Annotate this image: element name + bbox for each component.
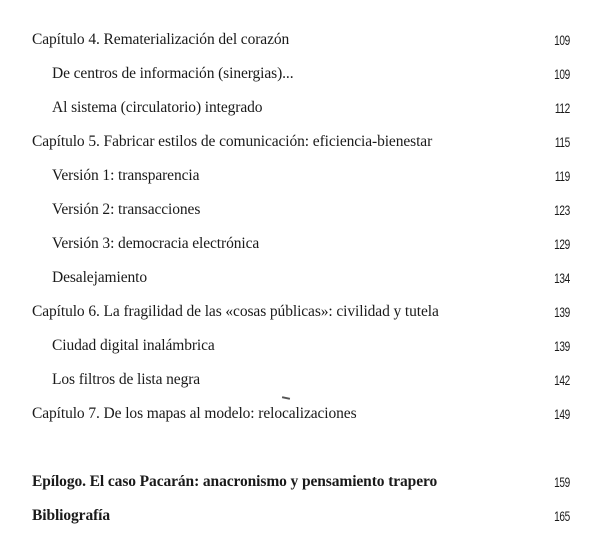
toc-entry-title: Versión 3: democracia electrónica	[52, 235, 260, 252]
toc-entry-page-number: 139	[554, 304, 570, 320]
toc-entry-epilogue	[0, 468, 600, 496]
toc-entry-title: Los filtros de lista negra	[52, 371, 201, 388]
toc-entry-title: Al sistema (circulatorio) integrado	[52, 99, 263, 116]
toc-entry-title: Capítulo 6. La fragilidad de las «cosas públicas»: civilidad y tutela	[32, 303, 439, 320]
toc-entry-bibliography	[0, 502, 600, 530]
toc-entry-page-number: 129	[554, 236, 570, 252]
toc-entry-title: Versión 2: transacciones	[52, 201, 201, 218]
toc-entry-title: Bibliografía	[32, 507, 111, 524]
toc-entry-page-number: 119	[555, 168, 570, 184]
toc-entry-section	[0, 264, 600, 292]
toc-entry-section	[0, 60, 600, 88]
toc-entry-page-number: 109	[554, 32, 570, 48]
toc-entry-title: Capítulo 4. Rematerialización del corazón	[32, 31, 290, 48]
toc-entry-section	[0, 366, 600, 394]
toc-entry-page-number: 142	[554, 372, 570, 388]
toc-entry-title: Capítulo 7. De los mapas al modelo: relocalizaciones	[32, 405, 357, 422]
toc-entry-section	[0, 162, 600, 190]
toc-entry-page-number: 159	[554, 474, 570, 490]
toc-entry-section	[0, 196, 600, 224]
toc-entry-title: Versión 1: transparencia	[52, 167, 200, 184]
toc-entry-title: De centros de información (sinergias)...	[52, 65, 294, 82]
toc-entry-title: Epílogo. El caso Pacarán: anacronismo y pensamiento trapero	[32, 473, 438, 490]
toc-entry-page-number: 165	[554, 508, 570, 524]
toc-entry-page-number: 112	[555, 100, 570, 116]
toc-entry-page-number: 109	[554, 66, 570, 82]
toc-entry-section	[0, 332, 600, 360]
toc-entry-chapter-5	[0, 128, 600, 156]
toc-entry-page-number: 134	[554, 270, 570, 286]
toc-entry-section	[0, 230, 600, 258]
toc-entry-chapter-6	[0, 298, 600, 326]
toc-entry-title: Capítulo 5. Fabricar estilos de comunicación: eficiencia-bienestar	[32, 133, 433, 150]
toc-entry-page-number: 139	[554, 338, 570, 354]
toc-entry-title: Desalejamiento	[52, 269, 148, 286]
toc-entry-page-number: 115	[555, 134, 570, 150]
toc-entry-chapter-4	[0, 26, 600, 54]
toc-entry-title: Ciudad digital inalámbrica	[52, 337, 215, 354]
toc-entry-section	[0, 94, 600, 122]
toc-entry-page-number: 123	[554, 202, 570, 218]
toc-entry-chapter-7	[0, 400, 600, 428]
toc-entry-page-number: 149	[554, 406, 570, 422]
